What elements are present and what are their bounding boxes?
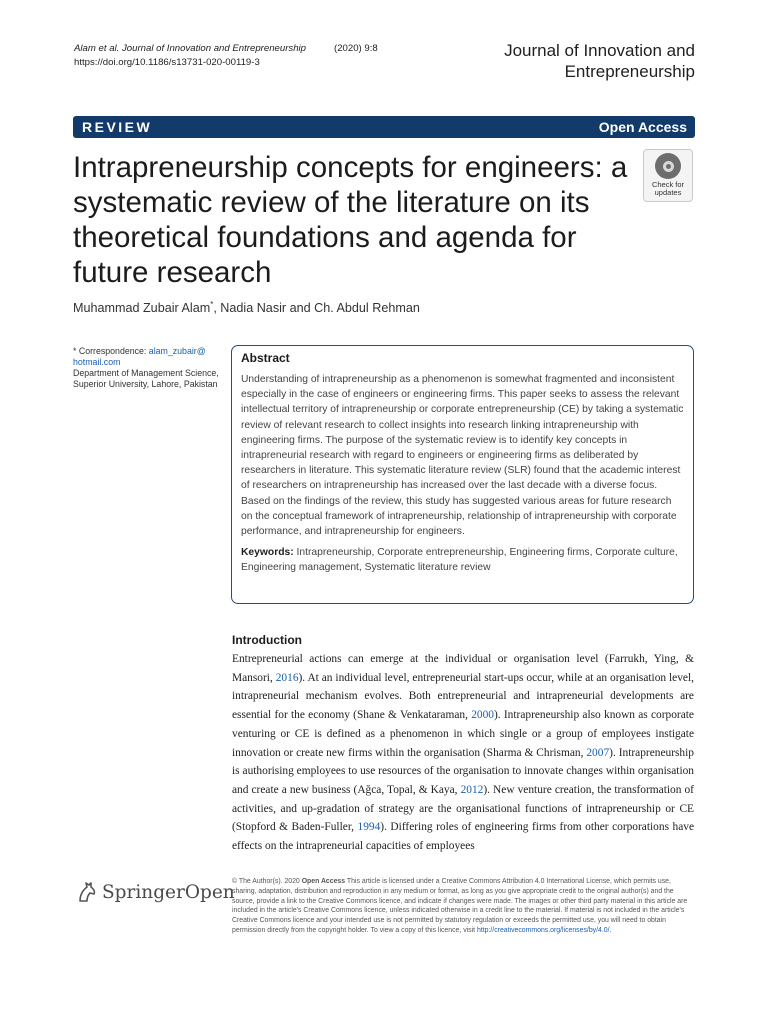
- license-body: This article is licensed under a Creative Commons Attribution 4.0 International License, which permits use, sharing, adaptation, distribution and reproduction in any medium or format, as long as you give appropriate credit to the original author(s) and the source, provide a link to the Creative Commons licence, and indicate if changes were made. The images or other third party material in this article are included in the article's Creative Commons licence, unless indicated otherwise in a credit line to the material. If material is not included in the article's Creative Commons licence and your intended use is not permitted by statutory regulation or exceeds the permitted use, you will need to obtain permission directly from the copyright holder. To view a copy of this licence, visit: [232, 878, 688, 934]
- email-link-part1[interactable]: alam_zubair@: [148, 346, 206, 356]
- keywords: [241, 545, 685, 575]
- logo-word-open: Open: [184, 881, 235, 903]
- citation-link[interactable]: 2000: [471, 709, 494, 722]
- abstract-heading: Abstract: [241, 351, 290, 365]
- doi-link[interactable]: https://doi.org/10.1186/s13731-020-00119-3: [74, 57, 260, 68]
- abstract-box: [231, 345, 694, 604]
- volume: (2020) 9:8: [334, 43, 378, 54]
- email-link-part2[interactable]: hotmail.com: [73, 357, 121, 367]
- journal-name-line1: Journal of Innovation and: [504, 41, 695, 60]
- article-type: REVIEW: [82, 119, 153, 135]
- abstract-text: Understanding of intrapreneurship as a phenomenon is somewhat fragmented and inconsistent especially in the case of engineers or engineering firms. This paper seeks to assess the relevant intellectual territory of intrapreneurship or corporate entrepreneurship (CE) by taking a systematic review of relevant research to collect insights into research linking intrapreneurship with engineering firms. The purpose of the systematic review is to identify key concepts in intrapreneurial research with regard to engineers or engineering firms as deliberated by researchers in literature. This systematic literature review (SLR) found that the academic interest of researchers on intrapreneurship has increased over the last decade with a diverse focus. Based on the findings of the review, this study has suggested various areas for future research on the conceptual framework of intrapreneurship, relationship of intrapreneurship with corporate performance, and intrapreneurship for engineers.: [241, 374, 684, 538]
- crossmark-icon: [655, 153, 681, 179]
- author-1[interactable]: Muhammad Zubair Alam: [73, 301, 211, 316]
- copyright: © The Author(s). 2020: [232, 878, 302, 885]
- license-open-access: Open Access: [301, 878, 346, 885]
- keywords-label: Keywords:: [241, 547, 294, 559]
- intro-text-segment: ). At an individual level, entrepreneurial start-ups occur, while at an organisation level, intrapreneurial mechanism evolves. Both entrepreneurial and intrapreneurial developments are essential for the economy (Shane & Venkataraman,: [232, 671, 694, 722]
- citation-link[interactable]: 2012: [460, 783, 484, 796]
- horse-icon: [76, 880, 98, 904]
- correspondence-block: [73, 346, 223, 390]
- check-for-updates-badge[interactable]: [643, 149, 693, 202]
- intro-text-segment: ). Intrapreneurship is authorising employees to use resources of the organisation to innovate changes within organisation and create a new business (Ağca, Topal, & Kaya,: [232, 746, 694, 796]
- badge-text-2: updates: [654, 188, 682, 197]
- license-text: [232, 877, 694, 936]
- license-url-link[interactable]: http://creativecommons.org/licenses/by/4.0/: [476, 926, 610, 934]
- corresponding-mark: *: [210, 300, 214, 309]
- intro-text-segment: ). New venture creation, the transformation of activities, and up-gradation of strategy are the organisational functions of intrapreneurship or CE (Stopford & Baden-Fuller,: [232, 783, 694, 834]
- intro-text-segment: ). Intrapreneurship also known as corporate venturing or CE is defined as a phenomenon in which single or a group of employees instigate innovation or create new firms within the organisation (Sharma & Chrisman,: [232, 709, 694, 759]
- article-type-banner: [73, 116, 695, 138]
- logo-word: Springer: [102, 881, 185, 903]
- article-title: Intrapreneurship concepts for engineers: a systematic review of the literature on its theoretical foundations and agenda for future research: [73, 151, 628, 289]
- author-list: [73, 300, 420, 315]
- intro-text-segment: Entrepreneurial actions can emerge at the individual or organisation level (Farrukh, Ying, & Mansori,: [232, 653, 694, 684]
- citation-link[interactable]: 1994: [357, 821, 381, 834]
- badge-text-1: Check for: [651, 180, 685, 189]
- open-access-label: Open Access: [598, 119, 687, 135]
- springer-open-logo: [76, 880, 235, 904]
- citation-link[interactable]: 2007: [586, 746, 610, 759]
- affiliation: Department of Management Science, Superior University, Lahore, Pakistan: [73, 368, 219, 389]
- citation: Alam et al. Journal of Innovation and Entrepreneurship: [74, 43, 306, 54]
- authors-rest: , Nadia Nasir and Ch. Abdul Rehman: [213, 301, 420, 316]
- keywords-list: Intrapreneurship, Corporate entrepreneurship, Engineering firms, Corporate culture, Engineering management, Systematic literature review: [241, 547, 678, 574]
- introduction-text: [232, 650, 694, 856]
- intro-text-segment: ). Differing roles of engineering firms from other corporations have effects on the intrapreneurial capacities of employees: [232, 821, 695, 853]
- correspondence-label: * Correspondence:: [73, 346, 149, 356]
- citation-link[interactable]: 2016: [275, 671, 299, 684]
- journal-name: [504, 40, 695, 82]
- introduction-heading: Introduction: [232, 633, 302, 647]
- journal-name-line2: Entrepreneurship: [564, 62, 695, 81]
- running-header: [74, 42, 378, 70]
- license-suffix: .: [609, 926, 612, 934]
